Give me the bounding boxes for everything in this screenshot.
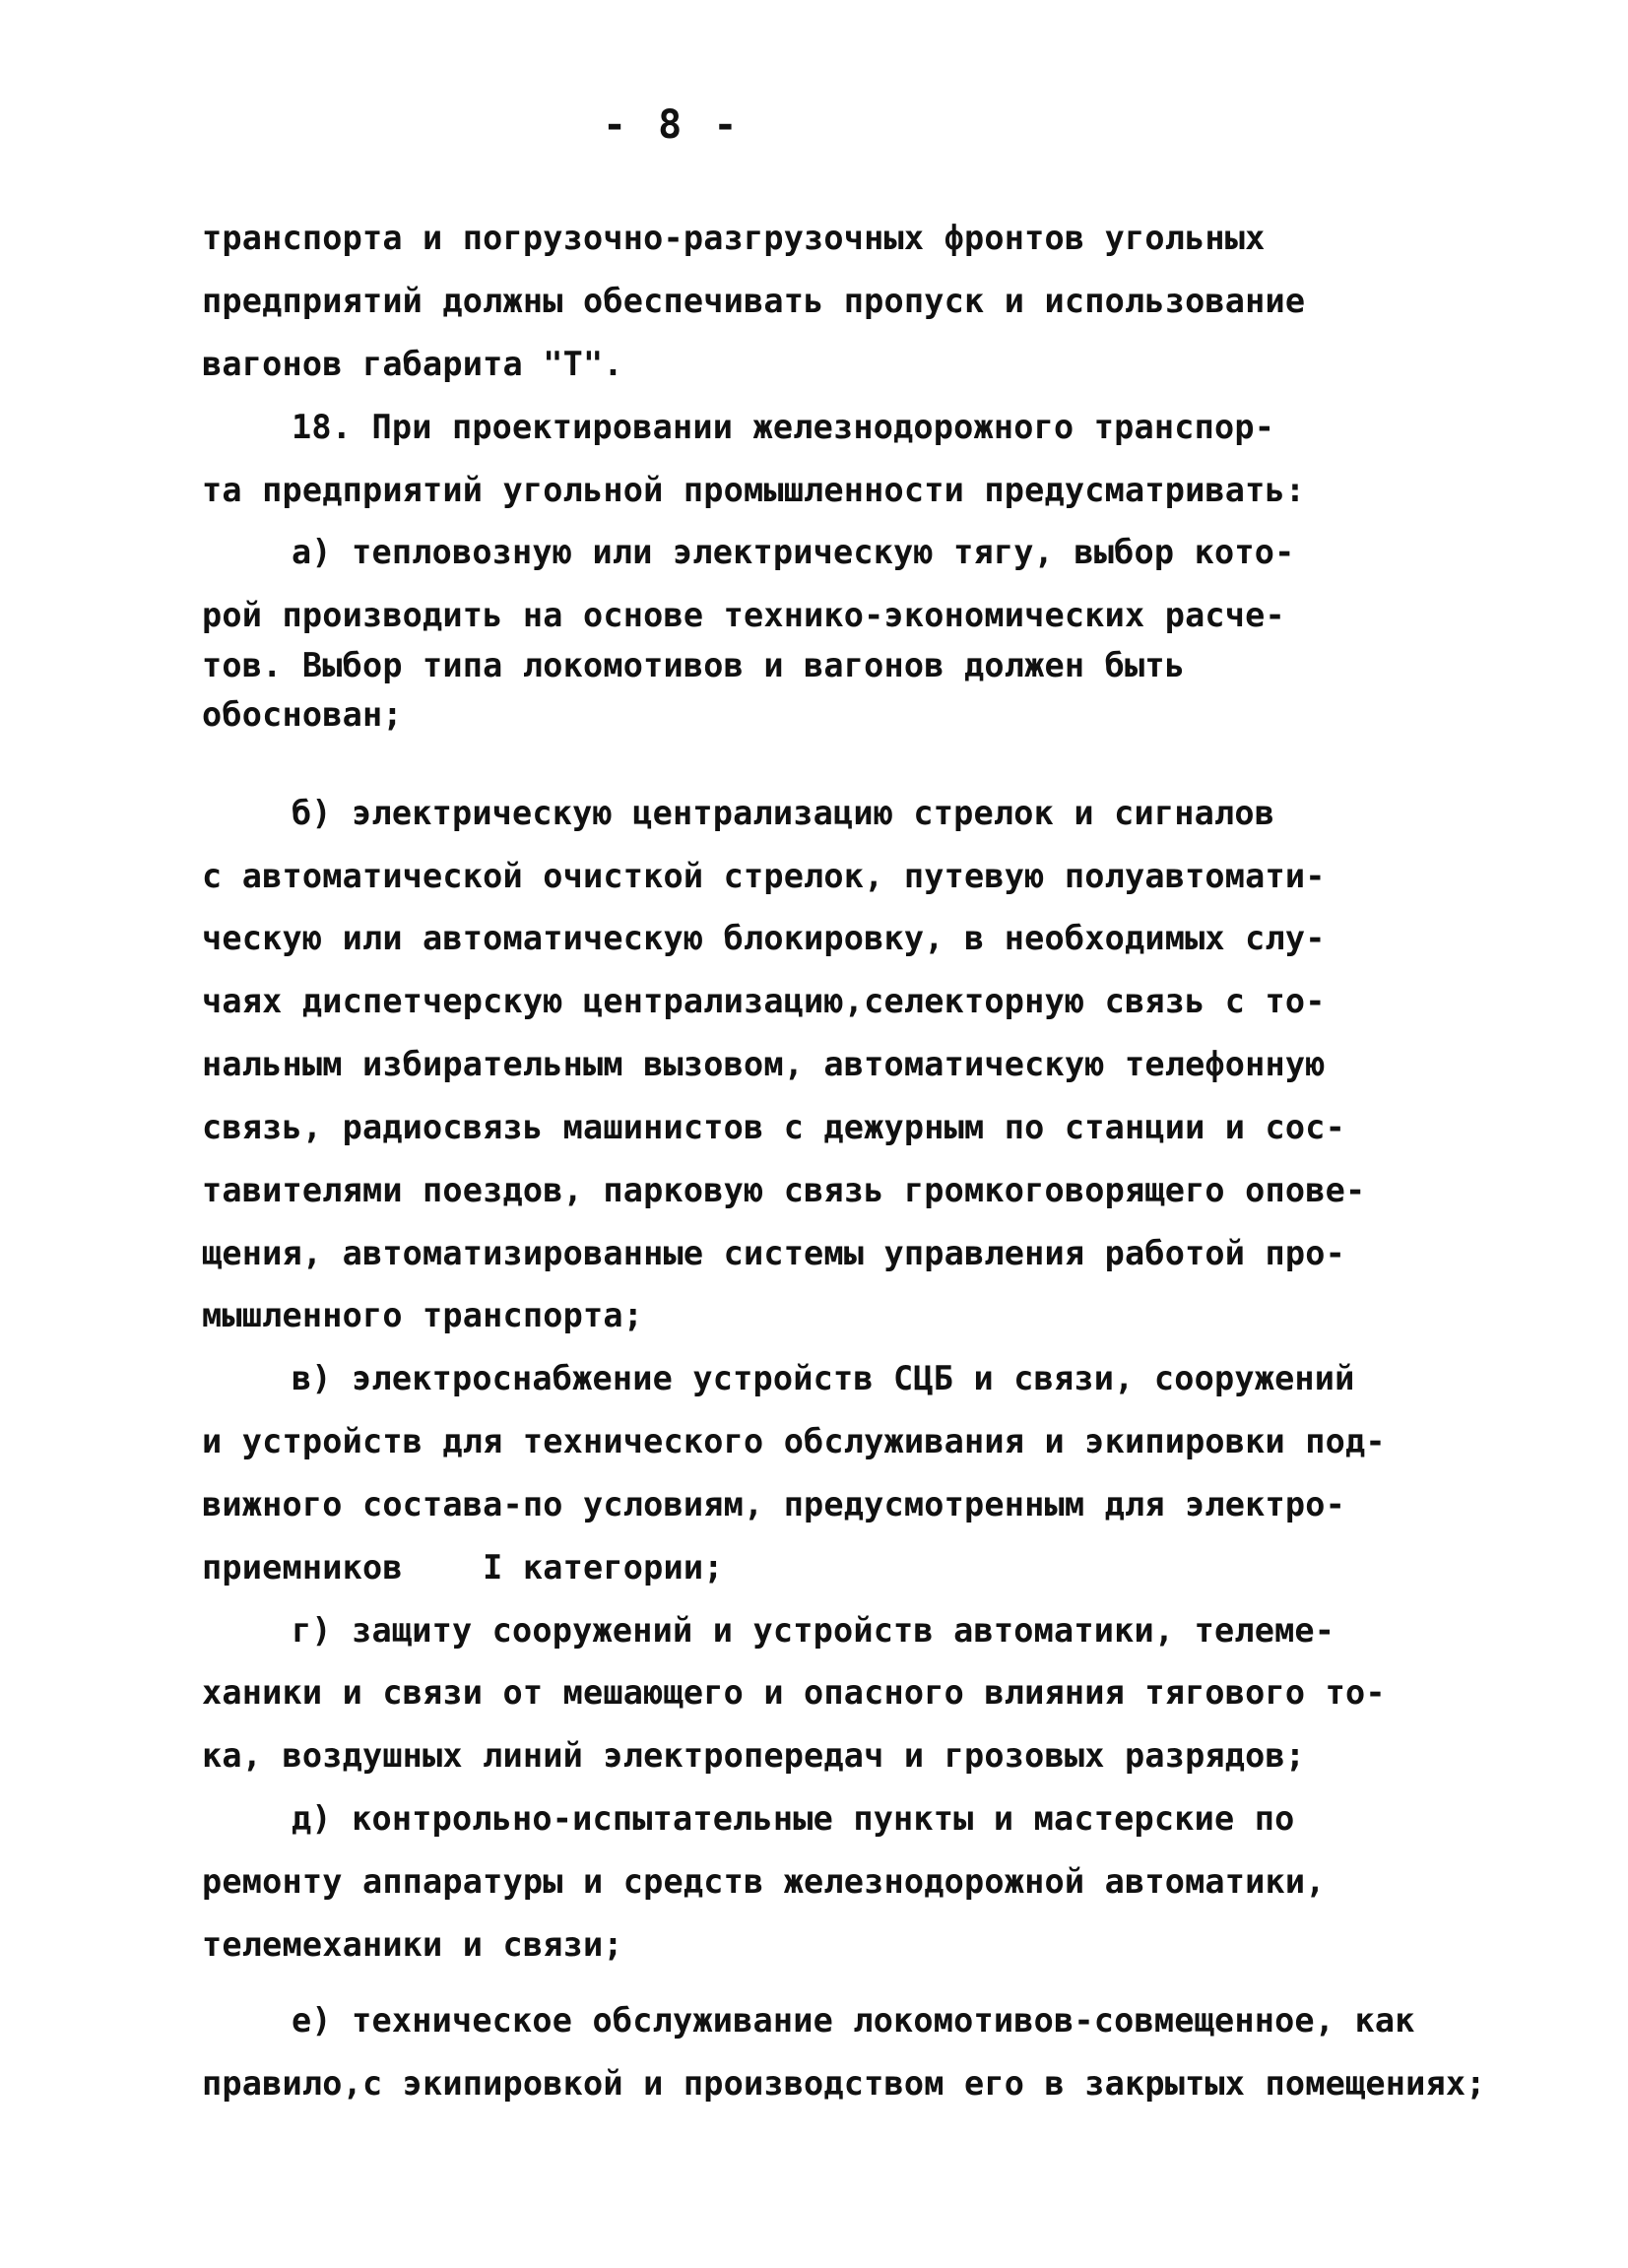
text-line: е) техническое обслуживание локомотивов-совмещенное, как (292, 2001, 1415, 2040)
text-line: щения, автоматизированные системы управления работой про- (202, 1234, 1346, 1272)
text-line: с автоматической очисткой стрелок, путевую полуавтомати- (202, 857, 1326, 895)
text-line: тавителями поездов, парковую связь громкоговорящего опове- (202, 1171, 1366, 1209)
text-line: а) тепловозную или электрическую тягу, выбор кото- (292, 533, 1295, 571)
text-line: ремонту аппаратуры и средств железнодорожной автоматики, (202, 1862, 1326, 1901)
text-line: чаях диспетчерскую централизацию,селекторную связь с то- (202, 982, 1326, 1020)
text-line: ка, воздушных линий электропередач и грозовых разрядов; (202, 1736, 1306, 1775)
page-number: - 8 - (603, 102, 742, 148)
text-line: г) защиту сооружений и устройств автоматики, телеме- (292, 1611, 1335, 1650)
text-line: вагонов габарита "Т". (202, 345, 623, 383)
text-line: б) электрическую централизацию стрелок и сигналов (292, 794, 1275, 832)
text-line: и устройств для технического обслуживания и экипировки под- (202, 1422, 1386, 1460)
text-line: ческую или автоматическую блокировку, в необходимых слу- (202, 919, 1326, 957)
text-line: д) контрольно-испытательные пункты и мастерские по (292, 1799, 1295, 1838)
text-line: обоснован; (202, 695, 403, 734)
text-line: мышленного транспорта; (202, 1296, 644, 1334)
text-line: в) электроснабжение устройств СЦБ и связи, сооружений (292, 1359, 1355, 1397)
text-line: транспорта и погрузочно-разгрузочных фронтов угольных (202, 219, 1266, 257)
text-line: правило,с экипировкой и производством его в закрытых помещениях; (202, 2064, 1486, 2103)
text-line: связь, радиосвязь машинистов с дежурным по станции и сос- (202, 1108, 1346, 1146)
text-line: тов. Выбор типа локомотивов и вагонов должен быть (202, 646, 1186, 684)
text-line: рой производить на основе технико-экономических расче- (202, 596, 1285, 634)
text-line: телемеханики и связи; (202, 1925, 623, 1964)
text-line: 18. При проектировании железнодорожного транспор- (292, 408, 1275, 446)
text-line: нальным избирательным вызовом, автоматическую телефонную (202, 1045, 1326, 1083)
text-line: та предприятий угольной промышленности предусматривать: (202, 471, 1306, 509)
text-line: приемников I категории; (202, 1548, 724, 1587)
text-line: предприятий должны обеспечивать пропуск и использование (202, 282, 1306, 320)
text-line: ханики и связи от мешающего и опасного влияния тягового то- (202, 1673, 1386, 1712)
text-line: вижного состава-по условиям, предусмотренным для электро- (202, 1485, 1346, 1523)
